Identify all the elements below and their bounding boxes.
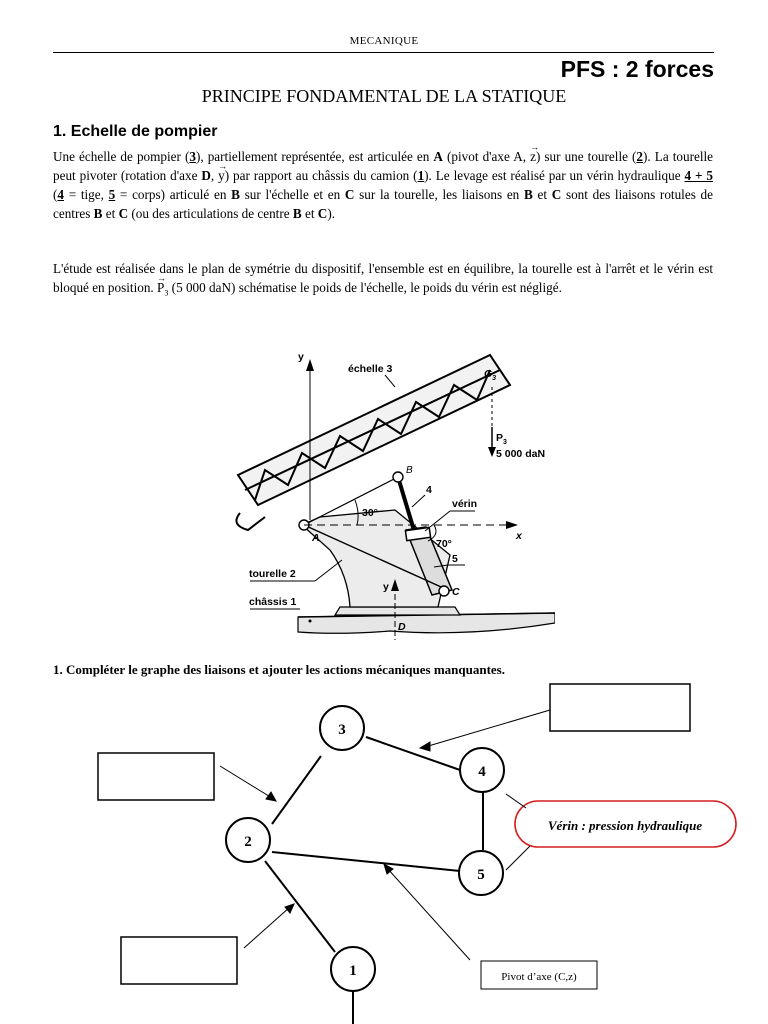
svg-text:4: 4 [478,764,486,780]
pivot-label: Pivot d’axe (C,z) [501,971,577,983]
document-subtitle: PRINCIPE FONDAMENTAL DE LA STATIQUE [201,86,567,106]
verin-action-label: Vérin : pression hydraulique [547,818,703,833]
point-B-label: B [406,465,413,476]
svg-text:5: 5 [477,867,485,883]
svg-text:2: 2 [244,834,252,850]
document-title: PFS : 2 forces [560,56,714,82]
svg-text:3: 3 [338,722,346,738]
force-value-label: 5 000 daN [496,448,546,460]
arrow-box-3-4 [425,710,550,747]
edge-2-1 [265,861,335,952]
answer-box-2-1[interactable] [121,937,237,984]
angle-70-label: 70° [436,538,452,550]
ladder-label: échelle 3 [348,363,393,375]
ladder-mechanism-figure [220,345,555,645]
x-axis-label: x [516,530,522,542]
p3-arrow [488,447,496,457]
y-axis-label: y [298,351,304,363]
section-heading: 1. Echelle de pompier [53,123,218,140]
edge-3-2 [272,756,321,824]
cylinder-label: vérin [452,498,478,510]
y-axis2-label: y [383,581,389,593]
node-2 [226,818,270,862]
edge-3-4 [366,737,460,770]
turret-label: tourelle 2 [249,568,296,580]
paragraph-study: L'étude est réalisée dans le plan de symétrie du dispositif, l'ensemble est en équilibre, la tourelle est à l'arrêt et le vérin est bloqué en position. → $P_3$ (5 000 daN) schématise le poids de l'échelle, le poids du vérin est négligé. [53,259,713,303]
point-C-label: C [452,586,460,598]
chassis-label: châssis 1 [249,596,297,608]
svg-text:1: 1 [349,963,357,979]
arrow-box-3-2 [220,766,272,798]
node-1 [331,947,375,991]
turret-base [335,607,460,615]
g3-label: $G_3$ [484,368,497,382]
body-label: 5 [452,553,458,565]
question-1: 1. Compléter le graphe des liaisons et ajouter les actions mécaniques manquantes. [53,662,505,677]
arrow-box-2-1 [244,907,290,948]
y-axis-arrow [306,359,314,371]
answer-box-3-2[interactable] [98,753,214,800]
p3-vector: → P [157,278,164,297]
liaison-graph [0,680,768,1024]
edge-2-5 [272,852,460,871]
x-axis-arrow [506,521,518,529]
pin-B [393,472,403,482]
z-vector: → z [530,147,536,166]
header-rule [53,52,714,53]
subject-header: MECANIQUE [349,35,419,47]
arrow-pivot [387,868,470,960]
paragraph-description: Une échelle de pompier (3), partiellement représentée, est articulée en A (pivot d'axe A, → z) sur une tourelle (2). La tourelle peut pivoter (rotation d'axe D, → y) par rapport au châssis du camion (1). Le levage est réalisé par un vérin hydraulique 4 + 5 (4 = tige, 5 = corps) articulé en B sur l'échelle et en C sur la tourelle, les liaisons en B et C sont des liaisons rotules de centres B et C (ou des articulations de centre B et C). [53,147,713,223]
point-D-label: D [398,621,406,633]
p3-label: $P_3$ [496,432,507,446]
point-A-label: A [312,532,320,544]
node-3 [320,706,364,750]
answer-box-3-4[interactable] [550,684,690,731]
node-5 [459,851,503,895]
pin-C [439,586,449,596]
angle-30-label: 30° [362,507,378,519]
y-vector: → y [218,166,225,185]
node-4 [460,748,504,792]
rod-label: 4 [426,484,432,496]
